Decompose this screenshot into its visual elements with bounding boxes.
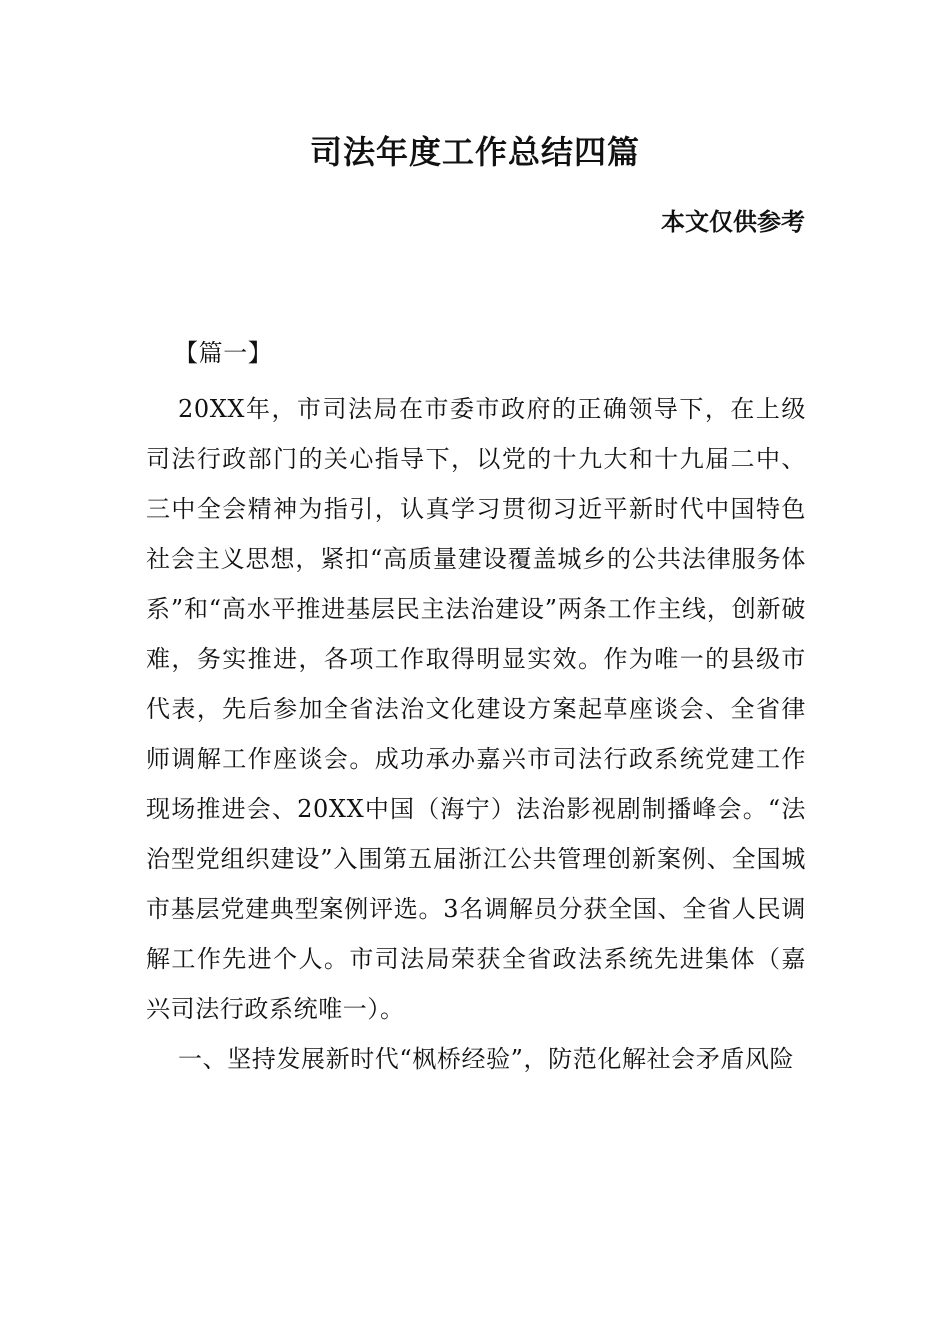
paragraph-intro: 20XX年，市司法局在市委市政府的正确领导下，在上级司法行政部门的关心指导下，以党的十九大和十九届二中、三中全会精神为指引，认真学习贯彻习近平新时代中国特色社会主义思想，紧扣“高质量建设覆盖城乡的公共法律服务体系”和“高水平推进基层民主法治建设”两条工作主线，创新破难，务实推进，各项工作取得明显实效。作为唯一的县级市代表，先后参加全省法治文化建设方案起草座谈会、全省律师调解工作座谈会。成功承办嘉兴市司法行政系统党建工作现场推进会、20XX中国（海宁）法治影视剧制播峰会。“法治型党组织建设”入围第五届浙江公共管理创新案例、全国城市基层党建典型案例评选。3名调解员分获全国、全省人民调解工作先进个人。市司法局荣获全省政法系统先进集体（嘉兴司法行政系统唯一）。 bbox=[146, 395, 806, 1023]
document-title: 司法年度工作总结四篇 bbox=[309, 133, 640, 171]
section-label: 【篇一】 bbox=[174, 339, 273, 367]
section-heading-1: 一、坚持发展新时代“枫桥经验”，防范化解社会矛盾风险 bbox=[178, 1045, 795, 1073]
reference-note: 本文仅供参考 bbox=[661, 208, 805, 236]
